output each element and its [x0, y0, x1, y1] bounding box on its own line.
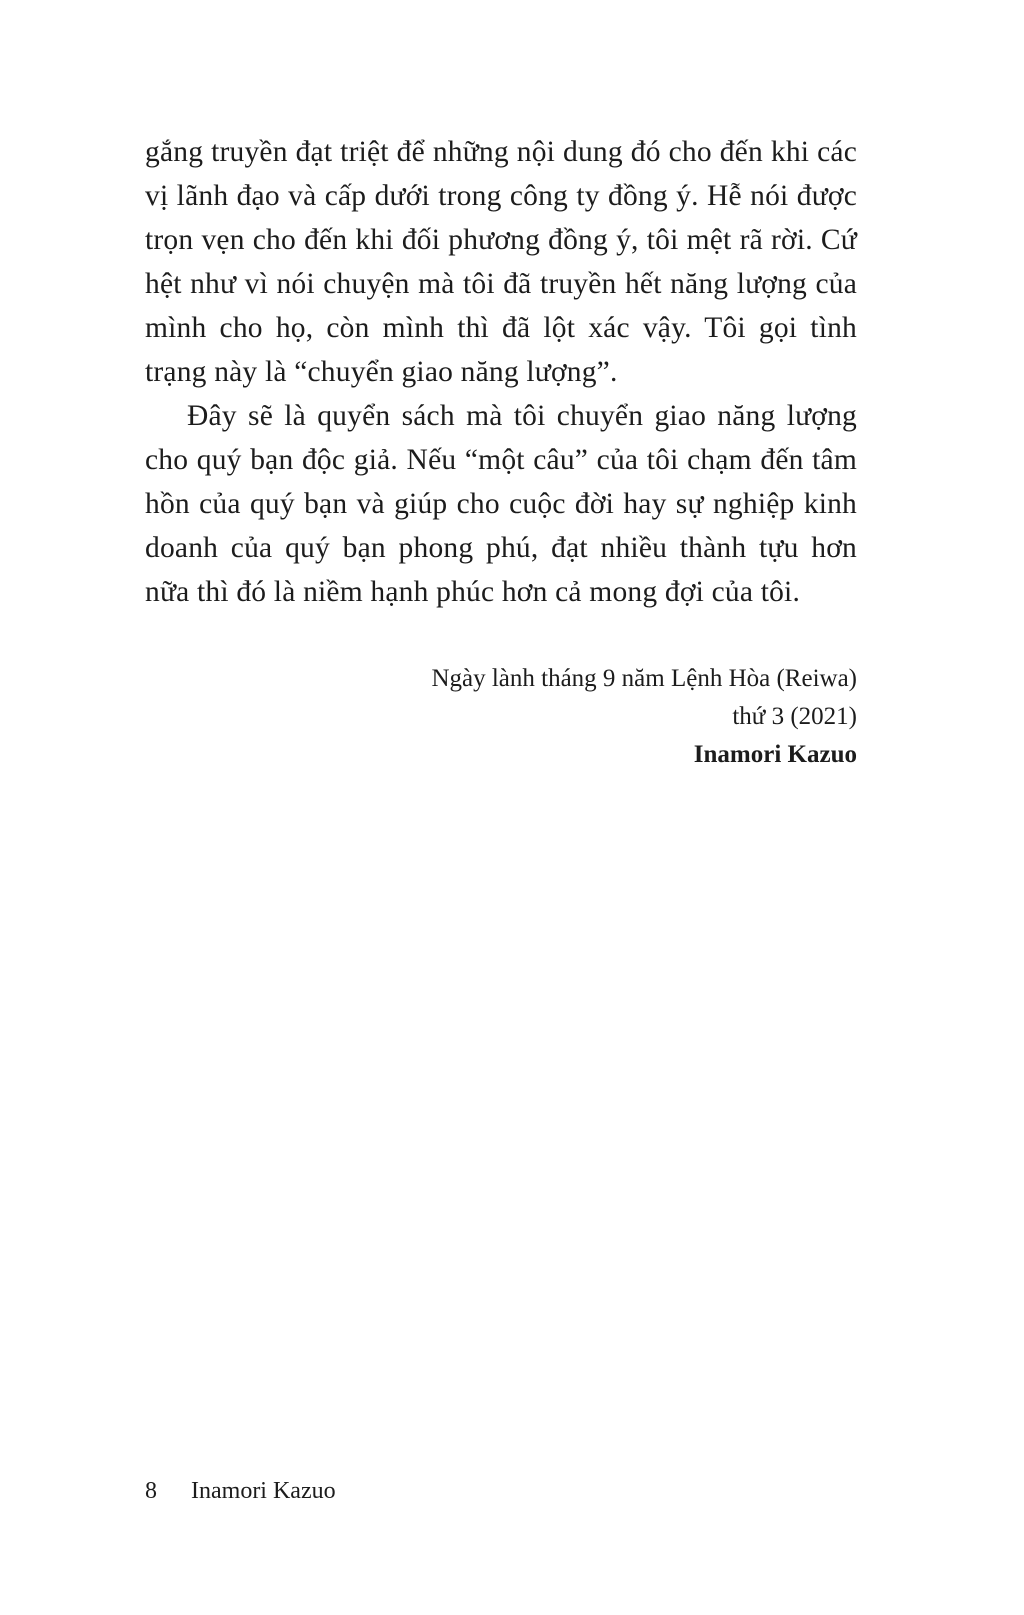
body-paragraph-1: gắng truyền đạt triệt để những nội dung đó cho đến khi các vị lãnh đạo và cấp dưới trong công ty đồng ý. Hễ nói được trọn vẹn cho đến khi đối phương đồng ý, tôi mệt rã rời. Cứ hệt như vì nói chuyện mà tôi đã truyền hết năng lượng của mình cho họ, còn mình thì đã lột xác vậy. Tôi gọi tình trạng này là “chuyển giao năng lượng”. [145, 136, 857, 388]
page-footer [145, 1478, 336, 1505]
body-paragraph-2: Đây sẽ là quyển sách mà tôi chuyển giao năng lượng cho quý bạn độc giả. Nếu “một câu” của tôi chạm đến tâm hồn của quý bạn và giúp cho cuộc đời hay sự nghiệp kinh doanh của quý bạn phong phú, đạt nhiều thành tựu hơn nữa thì đó là niềm hạnh phúc hơn cả mong đợi của tôi. [145, 400, 857, 608]
signature-author: Inamori Kazuo [693, 741, 857, 768]
signature-block [145, 660, 857, 774]
signature-date-line-1: Ngày lành tháng 9 năm Lệnh Hòa (Reiwa) [431, 665, 857, 692]
signature-date-line-2: thứ 3 (2021) [732, 703, 857, 730]
page-number: 8 [145, 1478, 157, 1504]
page-content [145, 130, 857, 774]
running-title: Inamori Kazuo [191, 1478, 336, 1504]
